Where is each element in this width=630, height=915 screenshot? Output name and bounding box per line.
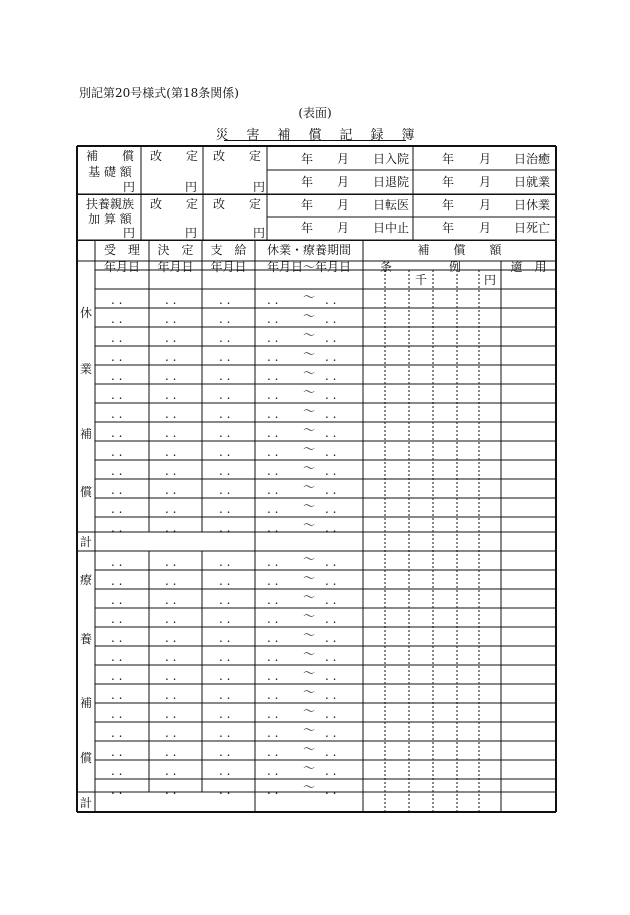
date-dots: . . <box>267 426 279 440</box>
date-dots: . . <box>267 369 279 383</box>
date-dots: . . <box>267 331 279 345</box>
family-addition-label: 加 算 額 <box>88 212 132 226</box>
date-dots: . . <box>165 707 177 721</box>
date-dots: . . <box>219 764 231 778</box>
tilde-mark: 〜 <box>303 761 316 775</box>
date-dots: . . <box>219 407 231 421</box>
medical-compensation-char: 補 <box>80 696 93 710</box>
date-dots: . . <box>219 726 231 740</box>
date-dots: . . <box>219 350 231 364</box>
title-underline <box>224 140 406 141</box>
tilde-mark: 〜 <box>303 404 316 418</box>
date-dots: . . <box>325 555 337 569</box>
tilde-mark: 〜 <box>303 347 316 361</box>
date-dots: . . <box>325 426 337 440</box>
date-dots: . . <box>111 388 123 402</box>
application-label: 適 用 <box>510 260 547 274</box>
date-dots: . . <box>111 593 123 607</box>
tilde-mark: 〜 <box>303 628 316 642</box>
tilde-mark: 〜 <box>303 518 316 532</box>
date-dots: . . <box>325 445 337 459</box>
date-dots: . . <box>325 650 337 664</box>
date-dots: . . <box>111 502 123 516</box>
tilde-mark: 〜 <box>303 366 316 380</box>
date-dots: . . <box>219 483 231 497</box>
date-month: 月 <box>479 221 492 235</box>
date-dots: . . <box>267 388 279 402</box>
tilde-mark: 〜 <box>303 685 316 699</box>
tilde-mark: 〜 <box>303 290 316 304</box>
date-dots: . . <box>219 612 231 626</box>
date-dots: . . <box>219 312 231 326</box>
yen-unit: 円 <box>123 180 136 194</box>
total-label: 計 <box>80 796 93 810</box>
date-year: 年 <box>442 152 455 166</box>
date-dots: . . <box>165 574 177 588</box>
medical-compensation-char: 療 <box>80 573 93 587</box>
ymd-label: 年月日 <box>210 260 247 274</box>
date-dots: . . <box>325 688 337 702</box>
date-dots: . . <box>111 612 123 626</box>
date-dots: . . <box>165 312 177 326</box>
date-dots: . . <box>165 407 177 421</box>
leave-compensation-char: 業 <box>80 362 93 376</box>
tilde-mark: 〜 <box>303 442 316 456</box>
date-dots: . . <box>219 331 231 345</box>
tilde-mark: 〜 <box>303 480 316 494</box>
tilde-mark: 〜 <box>303 461 316 475</box>
date-dots: . . <box>219 445 231 459</box>
date-dots: . . <box>111 764 123 778</box>
document-title: 災害補償記録簿 <box>215 128 433 143</box>
tilde-mark: 〜 <box>303 328 316 342</box>
ymd-label: 年月日 <box>157 260 194 274</box>
date-dots: . . <box>111 312 123 326</box>
date-dots: . . <box>165 293 177 307</box>
date-dots: . . <box>267 483 279 497</box>
date-dots: . . <box>219 555 231 569</box>
date-dots: . . <box>219 293 231 307</box>
date-month: 月 <box>337 198 350 212</box>
date-dots: . . <box>219 707 231 721</box>
date-dots: . . <box>267 445 279 459</box>
yen-unit: 円 <box>123 226 136 240</box>
date-event-right: 日治癒 <box>514 152 551 166</box>
tilde-mark: 〜 <box>303 742 316 756</box>
date-dots: . . <box>219 745 231 759</box>
leave-compensation-char: 償 <box>80 485 93 499</box>
date-dots: . . <box>325 464 337 478</box>
date-dots: . . <box>325 707 337 721</box>
date-dots: . . <box>219 631 231 645</box>
date-dots: . . <box>219 574 231 588</box>
leave-compensation-char: 休 <box>80 306 93 320</box>
date-dots: . . <box>111 783 123 797</box>
yen-unit: 円 <box>484 273 497 287</box>
date-event-right: 日就業 <box>514 175 551 189</box>
date-dots: . . <box>267 574 279 588</box>
tilde-mark: 〜 <box>303 647 316 661</box>
date-dots: . . <box>111 521 123 535</box>
decision-header: 決 定 <box>157 243 194 257</box>
date-dots: . . <box>325 521 337 535</box>
date-dots: . . <box>111 464 123 478</box>
date-dots: . . <box>325 407 337 421</box>
date-dots: . . <box>111 726 123 740</box>
date-dots: . . <box>325 764 337 778</box>
date-event-left: 日入院 <box>373 152 410 166</box>
date-dots: . . <box>111 631 123 645</box>
date-dots: . . <box>325 574 337 588</box>
date-dots: . . <box>111 331 123 345</box>
date-dots: . . <box>219 521 231 535</box>
date-dots: . . <box>267 612 279 626</box>
tilde-mark: 〜 <box>303 571 316 585</box>
date-dots: . . <box>219 669 231 683</box>
yen-unit: 円 <box>253 180 266 194</box>
tilde-mark: 〜 <box>303 309 316 323</box>
date-dots: . . <box>325 631 337 645</box>
date-dots: . . <box>325 593 337 607</box>
date-month: 月 <box>337 221 350 235</box>
tilde-mark: 〜 <box>303 723 316 737</box>
tilde-mark: 〜 <box>303 552 316 566</box>
form-reference: 別記第20号様式(第18条関係) <box>79 86 239 100</box>
date-dots: . . <box>219 388 231 402</box>
date-month: 月 <box>479 175 492 189</box>
date-dots: . . <box>267 464 279 478</box>
date-dots: . . <box>219 502 231 516</box>
family-addition-label: 扶養親族 <box>85 197 134 211</box>
yen-unit: 円 <box>253 226 266 240</box>
date-year: 年 <box>301 221 314 235</box>
date-dots: . . <box>267 726 279 740</box>
date-dots: . . <box>111 407 123 421</box>
payment-header: 支 給 <box>210 243 247 257</box>
revision-label: 改 定 <box>212 149 261 163</box>
date-dots: . . <box>267 764 279 778</box>
tilde-mark: 〜 <box>303 666 316 680</box>
total-label: 計 <box>80 535 93 549</box>
date-dots: . . <box>111 650 123 664</box>
date-dots: . . <box>111 426 123 440</box>
base-amount-label: 補 償 <box>85 149 134 163</box>
date-month: 月 <box>479 198 492 212</box>
date-dots: . . <box>267 293 279 307</box>
date-dots: . . <box>325 745 337 759</box>
date-dots: . . <box>111 445 123 459</box>
date-event-left: 日中止 <box>373 221 410 235</box>
date-dots: . . <box>111 688 123 702</box>
date-dots: . . <box>165 745 177 759</box>
tilde-mark: 〜 <box>303 423 316 437</box>
side-label: (表面) <box>298 106 332 120</box>
base-amount-label: 基 礎 額 <box>88 165 132 179</box>
ymd-label: 年月日 <box>103 260 140 274</box>
date-dots: . . <box>165 445 177 459</box>
leave-compensation-char: 補 <box>80 427 93 441</box>
medical-compensation-char: 養 <box>80 632 93 646</box>
medical-compensation-char: 償 <box>80 751 93 765</box>
date-dots: . . <box>111 483 123 497</box>
date-dots: . . <box>111 369 123 383</box>
date-dots: . . <box>267 312 279 326</box>
tilde-mark: 〜 <box>303 609 316 623</box>
date-dots: . . <box>325 669 337 683</box>
compensation-amount-header: 補 償 額 <box>417 243 502 257</box>
date-dots: . . <box>165 669 177 683</box>
tilde-mark: 〜 <box>303 590 316 604</box>
date-dots: . . <box>165 331 177 345</box>
date-dots: . . <box>267 407 279 421</box>
date-dots: . . <box>219 650 231 664</box>
date-dots: . . <box>325 369 337 383</box>
date-year: 年 <box>442 198 455 212</box>
date-dots: . . <box>325 293 337 307</box>
date-event-right: 日休業 <box>514 198 551 212</box>
date-dots: . . <box>325 388 337 402</box>
date-dots: . . <box>267 707 279 721</box>
date-dots: . . <box>267 555 279 569</box>
date-dots: . . <box>219 783 231 797</box>
date-dots: . . <box>165 426 177 440</box>
date-year: 年 <box>301 198 314 212</box>
date-dots: . . <box>165 612 177 626</box>
date-dots: . . <box>165 726 177 740</box>
date-dots: . . <box>267 650 279 664</box>
revision-label: 改 定 <box>212 197 261 211</box>
date-dots: . . <box>165 593 177 607</box>
date-year: 年 <box>442 175 455 189</box>
date-dots: . . <box>165 502 177 516</box>
date-dots: . . <box>267 593 279 607</box>
date-month: 月 <box>337 175 350 189</box>
date-dots: . . <box>165 555 177 569</box>
date-dots: . . <box>165 369 177 383</box>
article-label: 条 <box>379 260 392 274</box>
date-dots: . . <box>111 745 123 759</box>
date-dots: . . <box>267 631 279 645</box>
date-dots: . . <box>325 612 337 626</box>
date-dots: . . <box>267 502 279 516</box>
revision-label: 改 定 <box>149 149 198 163</box>
date-dots: . . <box>325 783 337 797</box>
period-range-label: 年月日〜年月日 <box>266 260 351 274</box>
date-dots: . . <box>325 331 337 345</box>
date-dots: . . <box>165 783 177 797</box>
date-dots: . . <box>165 350 177 364</box>
date-dots: . . <box>325 312 337 326</box>
date-dots: . . <box>219 593 231 607</box>
date-dots: . . <box>111 669 123 683</box>
date-dots: . . <box>267 669 279 683</box>
date-dots: . . <box>165 650 177 664</box>
date-dots: . . <box>325 350 337 364</box>
date-dots: . . <box>111 293 123 307</box>
tilde-mark: 〜 <box>303 780 316 794</box>
date-dots: . . <box>111 574 123 588</box>
date-dots: . . <box>267 783 279 797</box>
date-dots: . . <box>219 369 231 383</box>
date-dots: . . <box>111 555 123 569</box>
date-dots: . . <box>325 483 337 497</box>
date-dots: . . <box>325 726 337 740</box>
tilde-mark: 〜 <box>303 385 316 399</box>
date-dots: . . <box>267 688 279 702</box>
date-month: 月 <box>337 152 350 166</box>
date-dots: . . <box>165 388 177 402</box>
date-event-left: 日転医 <box>373 198 410 212</box>
date-dots: . . <box>165 688 177 702</box>
date-month: 月 <box>479 152 492 166</box>
date-year: 年 <box>442 221 455 235</box>
tilde-mark: 〜 <box>303 499 316 513</box>
date-dots: . . <box>111 707 123 721</box>
date-dots: . . <box>165 464 177 478</box>
date-year: 年 <box>301 152 314 166</box>
date-dots: . . <box>165 764 177 778</box>
date-dots: . . <box>219 688 231 702</box>
date-dots: . . <box>267 745 279 759</box>
date-dots: . . <box>165 483 177 497</box>
thousand-unit: 千 <box>415 273 428 287</box>
period-header: 休業・療養期間 <box>266 243 351 257</box>
date-dots: . . <box>111 350 123 364</box>
date-dots: . . <box>267 521 279 535</box>
date-dots: . . <box>165 631 177 645</box>
date-dots: . . <box>219 426 231 440</box>
date-dots: . . <box>267 350 279 364</box>
tilde-mark: 〜 <box>303 704 316 718</box>
revision-label: 改 定 <box>149 197 198 211</box>
yen-unit: 円 <box>185 180 198 194</box>
date-dots: . . <box>219 464 231 478</box>
date-event-left: 日退院 <box>373 175 410 189</box>
date-year: 年 <box>301 175 314 189</box>
date-dots: . . <box>165 521 177 535</box>
date-event-right: 日死亡 <box>514 221 551 235</box>
date-dots: . . <box>325 502 337 516</box>
yen-unit: 円 <box>185 226 198 240</box>
example-label: 例 <box>448 260 461 274</box>
receipt-header: 受 理 <box>103 243 140 257</box>
